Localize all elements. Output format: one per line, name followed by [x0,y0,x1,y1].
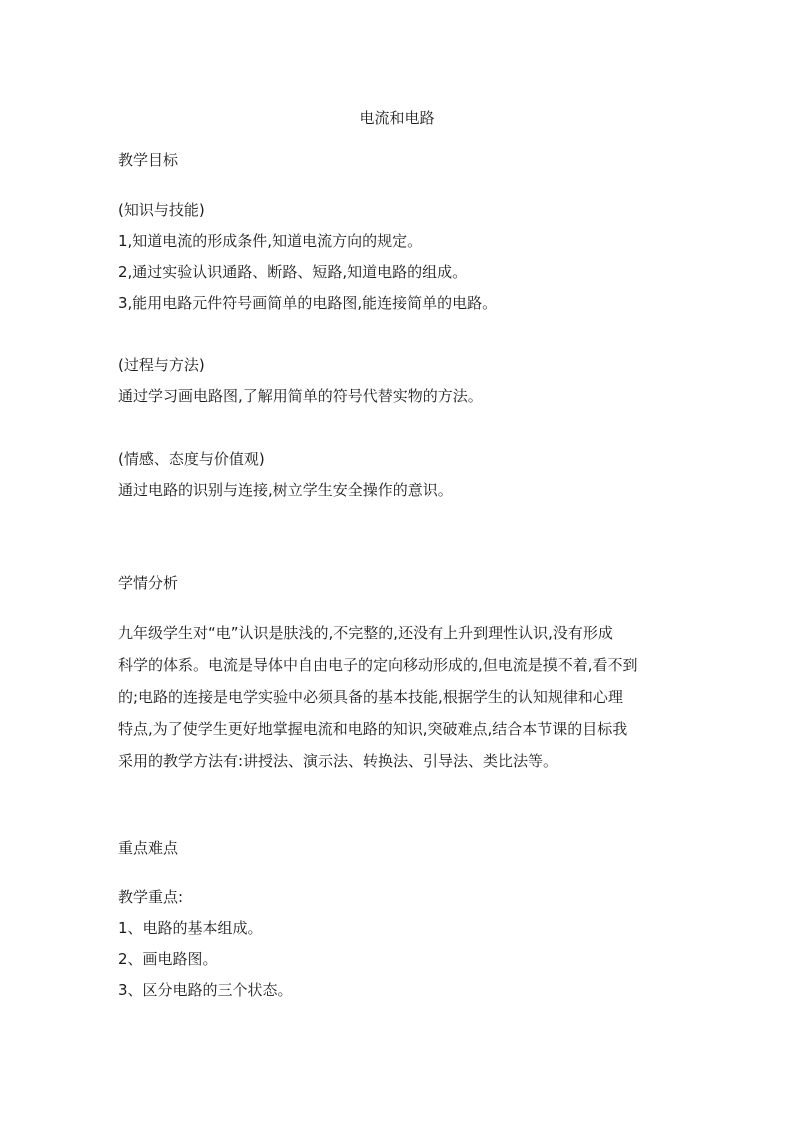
focus-item-1: 1、电路的基本组成。 [118,919,263,937]
student-analysis-paragraph [118,617,678,777]
knowledge-skills-label: (知识与技能) [118,201,205,219]
section-heading-key-difficulties: 重点难点 [118,839,179,857]
paragraph-line: 的;电路的连接是电学实验中必须具备的基本技能,根据学生的认知规律和心理 [118,688,623,706]
process-method-text: 通过学习画电路图,了解用简单的符号代替实物的方法。 [118,387,483,405]
focus-item-3: 3、区分电路的三个状态。 [118,981,293,999]
knowledge-item-2: 2,通过实验认识通路、断路、短路,知道电路的组成。 [118,263,468,281]
emotion-values-label: (情感、态度与价值观) [118,450,265,468]
emotion-values-text: 通过电路的识别与连接,树立学生安全操作的意识。 [118,481,453,499]
paragraph-line: 九年级学生对“电”认识是肤浅的,不完整的,还没有上升到理性认识,没有形成 [118,624,613,642]
paragraph-line: 特点,为了使学生更好地掌握电流和电路的知识,突破难点,结合本节课的目标我 [118,720,628,738]
teaching-focus-label: 教学重点: [118,888,184,906]
document-title: 电流和电路 [359,109,435,127]
section-heading-student-analysis: 学情分析 [118,574,179,592]
knowledge-item-1: 1,知道电流的形成条件,知道电流方向的规定。 [118,232,423,250]
knowledge-item-3: 3,能用电路元件符号画简单的电路图,能连接简单的电路。 [118,294,498,312]
section-heading-teaching-goals: 教学目标 [118,151,179,169]
paragraph-line: 科学的体系。电流是导体中自由电子的定向移动形成的,但电流是摸不着,看不到 [118,656,638,674]
process-method-label: (过程与方法) [118,356,205,374]
paragraph-line: 采用的教学方法有:讲授法、演示法、转换法、引导法、类比法等。 [118,752,559,770]
focus-item-2: 2、画电路图。 [118,950,218,968]
